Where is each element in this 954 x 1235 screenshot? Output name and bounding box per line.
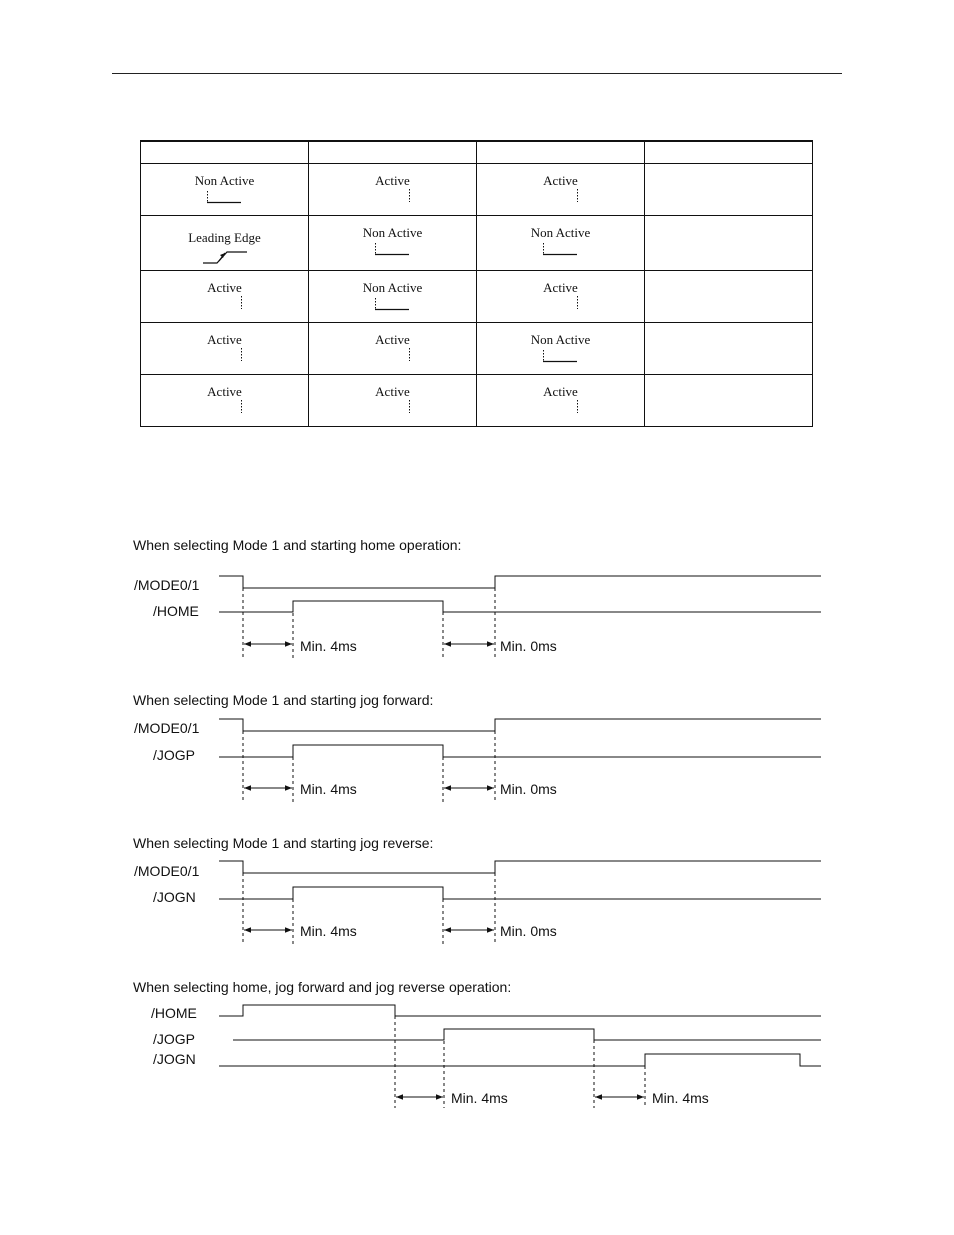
- duration-label: Min. 0ms: [500, 781, 557, 797]
- timing-diagram-jog-forward: [133, 692, 821, 803]
- state-label: Active: [207, 332, 242, 347]
- waveform-jogp: [233, 1029, 821, 1040]
- state-label: Non Active: [362, 225, 423, 240]
- duration-label: Min. 4ms: [652, 1090, 709, 1106]
- waveform-mode01: [219, 719, 821, 731]
- signal-label-jogp: /JOGP: [153, 1031, 196, 1047]
- timing-diagram-jog-reverse: [133, 835, 821, 945]
- state-label: Active: [543, 384, 578, 399]
- signal-label-home: /HOME: [151, 1005, 197, 1021]
- state-label: Active: [375, 384, 410, 399]
- state-label: Active: [207, 280, 242, 295]
- duration-label: Min. 4ms: [300, 638, 357, 654]
- diagram-heading: When selecting home, jog forward and jog reverse operation:: [133, 979, 512, 995]
- state-label: Active: [375, 173, 410, 188]
- state-label: Non Active: [194, 173, 255, 188]
- duration-label: Min. 4ms: [300, 923, 357, 939]
- signal-label-mode01: /MODE0/1: [134, 720, 200, 736]
- signal-label-mode01: /MODE0/1: [134, 863, 200, 879]
- timing-diagram-home: [133, 537, 821, 660]
- diagram-heading: When selecting Mode 1 and starting home operation:: [133, 537, 462, 553]
- duration-label: Min. 0ms: [500, 923, 557, 939]
- state-label: Active: [207, 384, 242, 399]
- signal-label-mode01: /MODE0/1: [134, 577, 200, 593]
- state-label: Leading Edge: [188, 230, 261, 245]
- state-label: Non Active: [530, 225, 591, 240]
- waveform-jogn: [219, 1054, 821, 1066]
- state-label: Non Active: [530, 332, 591, 347]
- state-label: Active: [543, 173, 578, 188]
- waveform-jogn: [219, 887, 821, 899]
- diagram-heading: When selecting Mode 1 and starting jog forward:: [133, 692, 434, 708]
- state-label: Non Active: [362, 280, 423, 295]
- duration-label: Min. 0ms: [500, 638, 557, 654]
- duration-label: Min. 4ms: [451, 1090, 508, 1106]
- waveform-mode01: [219, 576, 821, 588]
- state-label: Active: [375, 332, 410, 347]
- duration-label: Min. 4ms: [300, 781, 357, 797]
- signal-label-home: /HOME: [153, 603, 199, 619]
- signal-label-jogn: /JOGN: [153, 889, 196, 905]
- waveform-jogp: [219, 745, 821, 757]
- waveform-home: [219, 601, 821, 612]
- state-label: Active: [543, 280, 578, 295]
- waveform-mode01: [219, 861, 821, 873]
- signal-label-jogn: /JOGN: [153, 1051, 196, 1067]
- signal-label-jogp: /JOGP: [153, 747, 196, 763]
- waveform-home: [219, 1005, 821, 1016]
- diagram-heading: When selecting Mode 1 and starting jog reverse:: [133, 835, 434, 851]
- timing-diagram-combined: [133, 979, 821, 1108]
